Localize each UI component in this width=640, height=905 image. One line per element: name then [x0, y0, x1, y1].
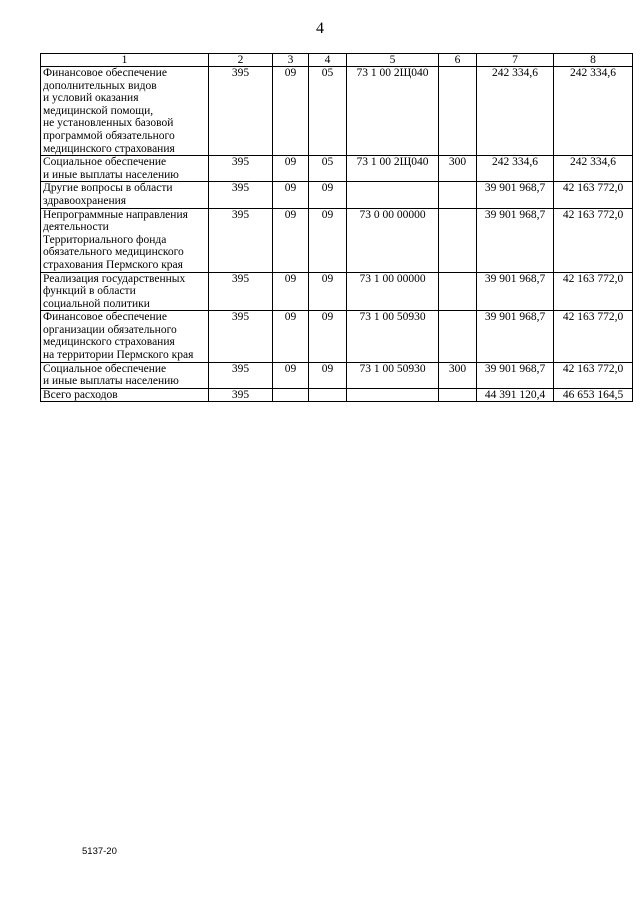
table-row	[41, 208, 633, 272]
ministry-code-cell: 395	[209, 156, 273, 182]
ministry-code-cell: 395	[209, 67, 273, 156]
item-name-line: здравоохранения	[43, 194, 127, 207]
amount-year2-cell: 42 163 772,0	[554, 208, 633, 272]
target-article-cell: 73 1 00 50930	[347, 362, 439, 388]
amount-year1-cell: 39 901 968,7	[477, 272, 554, 311]
expense-type-cell	[439, 388, 477, 402]
subsection-cell: 09	[309, 362, 347, 388]
column-header: 5	[347, 54, 439, 67]
table-row	[41, 311, 633, 362]
subsection-cell: 09	[309, 208, 347, 272]
table-row	[41, 156, 633, 182]
section-cell: 09	[273, 67, 309, 156]
document-code: 5137-20	[82, 846, 117, 857]
subsection-cell: 05	[309, 156, 347, 182]
table-row	[41, 182, 633, 208]
amount-year1-cell: 39 901 968,7	[477, 362, 554, 388]
item-name-line: деятельности	[43, 221, 109, 234]
amount-year2-cell: 42 163 772,0	[554, 362, 633, 388]
item-name-line: Финансовое обеспечение	[43, 67, 167, 79]
item-name-cell	[41, 182, 209, 208]
amount-year1-cell: 39 901 968,7	[477, 182, 554, 208]
item-name-line: и условий оказания	[43, 92, 139, 105]
column-header: 4	[309, 54, 347, 67]
item-name-line: Непрограммные направления	[43, 208, 188, 221]
subsection-cell	[309, 388, 347, 402]
table-row	[41, 362, 633, 388]
section-cell: 09	[273, 311, 309, 362]
expense-type-cell	[439, 272, 477, 311]
target-article-cell: 73 1 00 2Щ040	[347, 67, 439, 156]
column-header: 3	[273, 54, 309, 67]
subsection-cell: 05	[309, 67, 347, 156]
target-article-cell: 73 1 00 2Щ040	[347, 156, 439, 182]
expense-type-cell: 300	[439, 362, 477, 388]
item-name-line: организации обязательного	[43, 323, 177, 336]
amount-year2-cell: 46 653 164,5	[554, 388, 633, 402]
item-name-line: Реализация государственных	[43, 272, 186, 285]
target-article-cell: 73 1 00 00000	[347, 272, 439, 311]
amount-year1-cell: 44 391 120,4	[477, 388, 554, 402]
amount-year1-cell: 39 901 968,7	[477, 311, 554, 362]
amount-year2-cell: 242 334,6	[554, 67, 633, 156]
expense-type-cell	[439, 182, 477, 208]
item-name-cell	[41, 272, 209, 311]
ministry-code-cell: 395	[209, 388, 273, 402]
item-name-line: и иные выплаты населению	[43, 375, 179, 388]
section-cell: 09	[273, 156, 309, 182]
expense-type-cell	[439, 311, 477, 362]
ministry-code-cell: 395	[209, 272, 273, 311]
expense-type-cell	[439, 208, 477, 272]
item-name-line: медицинской помощи,	[43, 104, 154, 117]
table-row	[41, 272, 633, 311]
item-name-line: и иные выплаты населению	[43, 168, 179, 181]
item-name-cell	[41, 388, 209, 402]
amount-year1-cell: 39 901 968,7	[477, 208, 554, 272]
item-name-line: дополнительных видов	[43, 79, 157, 92]
amount-year2-cell: 42 163 772,0	[554, 272, 633, 311]
item-name-line: на территории Пермского края	[43, 349, 194, 362]
target-article-cell: 73 0 00 00000	[347, 208, 439, 272]
column-header: 1	[41, 54, 209, 67]
section-cell: 09	[273, 208, 309, 272]
section-cell: 09	[273, 272, 309, 311]
amount-year2-cell: 242 334,6	[554, 156, 633, 182]
ministry-code-cell: 395	[209, 208, 273, 272]
amount-year1-cell: 242 334,6	[477, 67, 554, 156]
column-header: 6	[439, 54, 477, 67]
expense-type-cell: 300	[439, 156, 477, 182]
expense-type-cell	[439, 67, 477, 156]
item-name-line: программой обязательного	[43, 129, 175, 142]
section-cell: 09	[273, 362, 309, 388]
subsection-cell: 09	[309, 272, 347, 311]
item-name-line: не установленных базовой	[43, 117, 174, 130]
column-header: 8	[554, 54, 633, 67]
page-number: 4	[316, 20, 324, 37]
item-name-cell	[41, 156, 209, 182]
item-name-line: Другие вопросы в области	[43, 182, 173, 195]
amount-year1-cell: 242 334,6	[477, 156, 554, 182]
item-name-line: Социальное обеспечение	[43, 362, 167, 375]
target-article-cell: 73 1 00 50930	[347, 311, 439, 362]
section-cell: 09	[273, 182, 309, 208]
subsection-cell: 09	[309, 311, 347, 362]
target-article-cell	[347, 182, 439, 208]
ministry-code-cell: 395	[209, 182, 273, 208]
item-name-line: Всего расходов	[43, 388, 118, 401]
column-header: 7	[477, 54, 554, 67]
ministry-code-cell: 395	[209, 311, 273, 362]
item-name-line: функций в области	[43, 285, 136, 298]
item-name-cell	[41, 67, 209, 156]
section-cell	[273, 388, 309, 402]
subsection-cell: 09	[309, 182, 347, 208]
ministry-code-cell: 395	[209, 362, 273, 388]
item-name-cell	[41, 208, 209, 272]
header-row	[41, 54, 633, 67]
item-name-line: Финансовое обеспечение	[43, 311, 167, 324]
item-name-line: медицинского страхования	[43, 336, 175, 349]
budget-table	[40, 53, 633, 402]
column-header: 2	[209, 54, 273, 67]
item-name-line: Социальное обеспечение	[43, 156, 167, 169]
amount-year2-cell: 42 163 772,0	[554, 182, 633, 208]
item-name-line: страхования Пермского края	[43, 258, 183, 271]
item-name-line: медицинского страхования	[43, 142, 175, 155]
item-name-line: Территориального фонда	[43, 233, 167, 246]
target-article-cell	[347, 388, 439, 402]
item-name-line: социальной политики	[43, 297, 150, 310]
item-name-cell	[41, 311, 209, 362]
table-row	[41, 388, 633, 402]
item-name-cell	[41, 362, 209, 388]
item-name-line: обязательного медицинского	[43, 246, 184, 259]
amount-year2-cell: 42 163 772,0	[554, 311, 633, 362]
table-row	[41, 67, 633, 156]
